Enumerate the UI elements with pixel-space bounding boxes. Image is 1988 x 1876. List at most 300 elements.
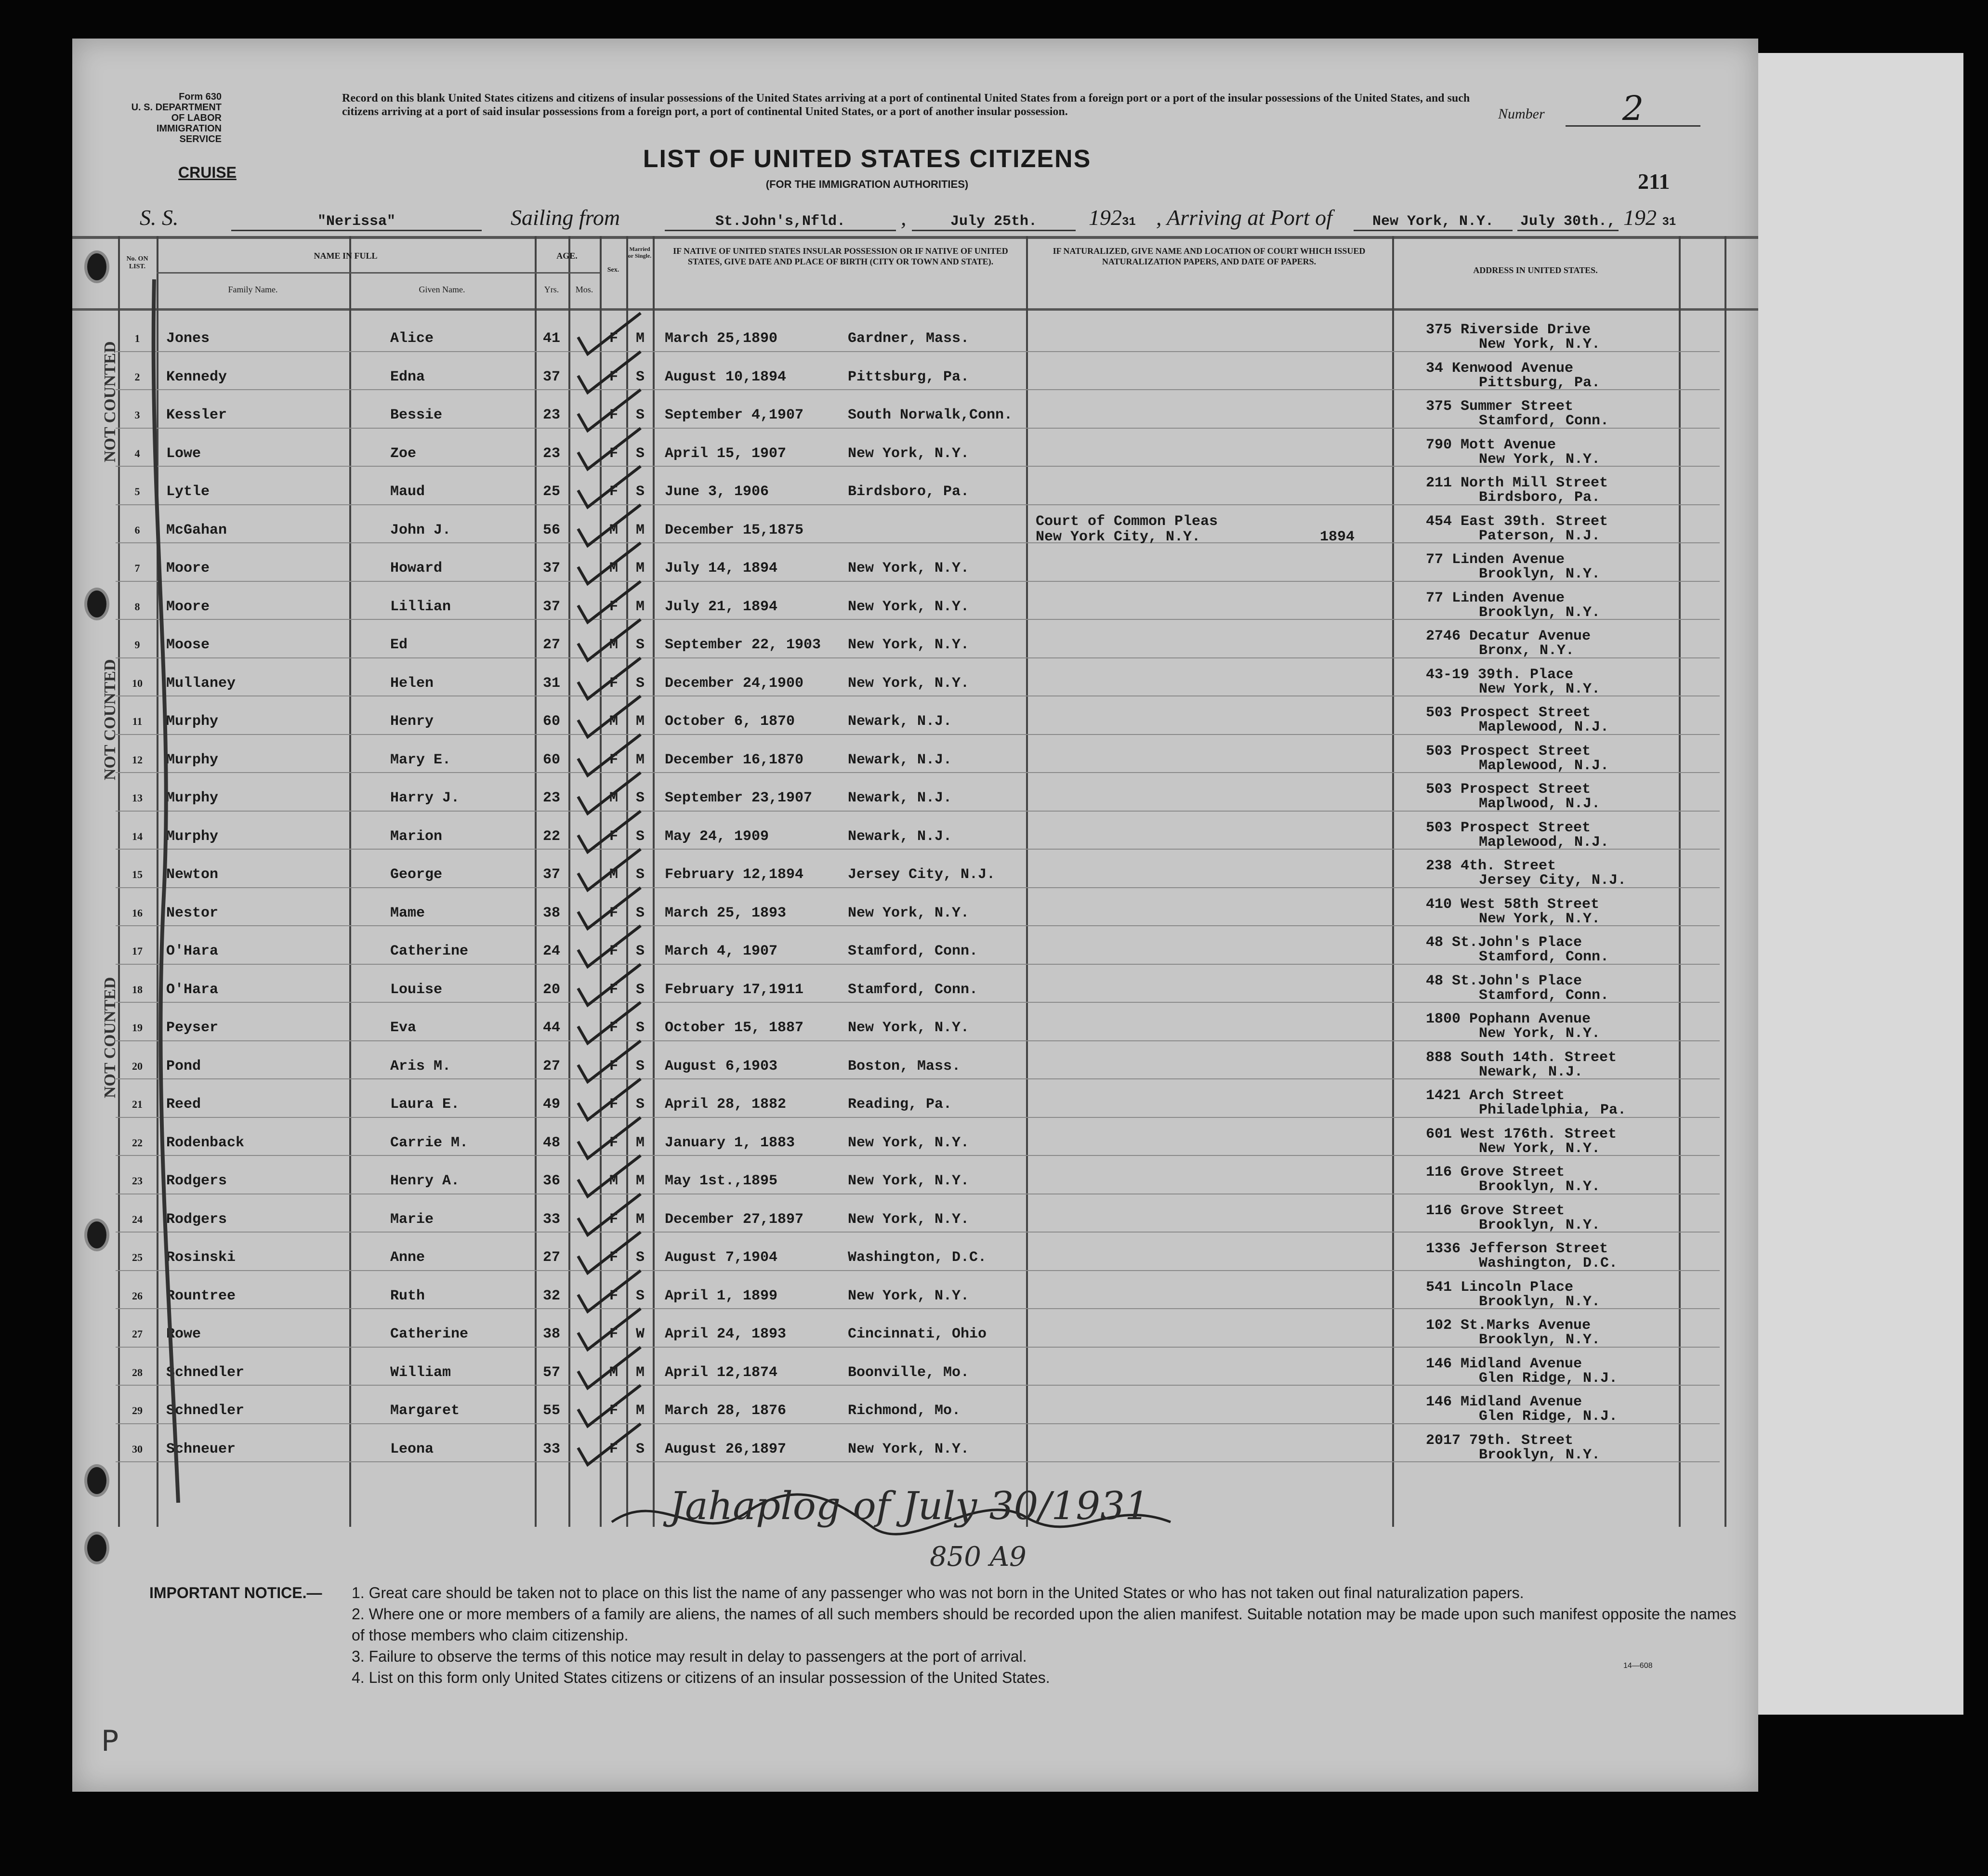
header-bottom-rule [72, 308, 1758, 311]
age-years: 31 [542, 675, 560, 692]
address-line-1: 601 West 176th. Street [1426, 1126, 1617, 1142]
birth-place: New York, N.Y. [848, 905, 970, 921]
address-line-1: 503 Prospect Street [1426, 781, 1591, 798]
family-name: Moore [166, 598, 210, 615]
notice-item-4: 4. List on this form only United States citizens or citizens of an insular possession of the United States. [352, 1669, 1050, 1686]
age-years: 23 [542, 407, 560, 423]
address-line-2: Jersey City, N.J. [1479, 872, 1627, 889]
sex: F [609, 1058, 618, 1075]
address-line-2: Newark, N.J. [1479, 1063, 1583, 1080]
passenger-table [72, 236, 1758, 1527]
department: U. S. DEPARTMENT OF LABOR [131, 102, 222, 123]
age-years: 44 [542, 1020, 560, 1036]
address-line-2: Pittsburg, Pa. [1479, 374, 1601, 391]
sex: F [609, 1403, 618, 1419]
birth-place: New York, N.Y. [848, 560, 970, 577]
marital-status: S [635, 445, 645, 462]
sex: M [609, 790, 618, 806]
family-name: Lytle [166, 484, 210, 500]
notice-item-3: 3. Failure to observe the terms of this notice may result in delay to passengers at the port of arrival. [352, 1648, 1027, 1665]
birth-date: January 1, 1883 [665, 1134, 795, 1151]
given-name: Henry [390, 713, 434, 730]
sex: M [609, 1173, 618, 1189]
birth-date: May 1st.,1895 [665, 1173, 778, 1189]
age-years: 25 [542, 484, 560, 500]
address-line-1: 1336 Jefferson Street [1426, 1241, 1608, 1257]
naturalization-location: New York City, N.Y. [1036, 528, 1201, 545]
col-rule [1725, 236, 1726, 1527]
family-name: Schneuer [166, 1441, 236, 1457]
col-rule [535, 236, 537, 1527]
marital-status: M [635, 1364, 645, 1381]
given-name: Catherine [390, 1326, 469, 1342]
age-years: 55 [542, 1403, 560, 1419]
birth-place: New York, N.Y. [848, 1211, 970, 1228]
birth-date: April 15, 1907 [665, 445, 787, 462]
birth-date: March 25,1890 [665, 330, 778, 347]
birth-place: Newark, N.J. [848, 828, 952, 845]
marital-status: S [635, 484, 645, 500]
birth-place: Newark, N.J. [848, 790, 952, 806]
given-name: George [390, 866, 443, 883]
address-line-1: 454 East 39th. Street [1426, 513, 1608, 530]
address-line-2: Maplewood, N.J. [1479, 757, 1609, 774]
sex: F [609, 675, 618, 692]
age-years: 32 [542, 1287, 560, 1304]
birth-place: Jersey City, N.J. [848, 866, 996, 883]
marital-status: M [635, 1173, 645, 1189]
address-line-2: Glen Ridge, N.J. [1479, 1370, 1618, 1387]
given-name: Anne [390, 1249, 425, 1266]
birth-place: New York, N.Y. [848, 637, 970, 653]
sex: F [609, 330, 618, 347]
given-name: Alice [390, 330, 434, 347]
marital-status: W [635, 1326, 645, 1342]
row-number: 18 [132, 983, 143, 996]
table-top-rule [72, 236, 1758, 239]
header-married: Married or Single. [628, 246, 652, 259]
birth-place: South Norwalk,Conn. [848, 407, 1013, 423]
col-rule [1392, 236, 1394, 1527]
row-number: 16 [132, 906, 143, 919]
birth-date: December 16,1870 [665, 751, 804, 768]
row-number: 13 [132, 792, 143, 804]
form-number: Form 630 [179, 92, 222, 102]
address-line-2: Stamford, Conn. [1479, 413, 1609, 429]
sex: M [609, 560, 618, 577]
age-years: 60 [542, 713, 560, 730]
sex: F [609, 751, 618, 768]
family-name: Schnedler [166, 1403, 245, 1419]
birth-date: March 4, 1907 [665, 943, 778, 959]
service: IMMIGRATION SERVICE [156, 123, 222, 144]
binder-hole [84, 1464, 109, 1497]
family-name: McGahan [166, 522, 227, 538]
arrive-date-field [1517, 205, 1619, 231]
header-address: ADDRESS IN UNITED STATES. [1473, 265, 1598, 275]
given-name: John J. [390, 522, 451, 538]
row-number: 14 [132, 830, 143, 842]
row-number: 30 [132, 1443, 143, 1455]
sex: F [609, 1211, 618, 1228]
sex: F [609, 1249, 618, 1266]
arrive-date: July 30th., [1517, 213, 1619, 231]
address-line-1: 116 Grove Street [1426, 1202, 1565, 1219]
marital-status: S [635, 637, 645, 653]
address-line-2: Philadelphia, Pa. [1479, 1102, 1627, 1118]
birth-place: Gardner, Mass. [848, 330, 970, 347]
address-line-1: 888 South 14th. Street [1426, 1049, 1617, 1066]
header-no: No. ON LIST. [126, 255, 148, 270]
sex: F [609, 368, 618, 385]
address-line-1: 77 Linden Avenue [1426, 551, 1565, 568]
year-suffix-1: 31 [1122, 216, 1136, 229]
address-line-1: 102 St.Marks Avenue [1426, 1317, 1591, 1334]
birth-place: New York, N.Y. [848, 1287, 970, 1304]
birth-place: New York, N.Y. [848, 675, 970, 692]
marital-status: S [635, 368, 645, 385]
birth-date: June 3, 1906 [665, 484, 769, 500]
age-years: 27 [542, 1249, 560, 1266]
signature-sub: 850 A9 [930, 1541, 1027, 1573]
sex: F [609, 1134, 618, 1151]
row-number: 28 [132, 1366, 143, 1378]
address-line-2: New York, N.Y. [1479, 1140, 1601, 1157]
birth-place: Pittsburg, Pa. [848, 368, 970, 385]
address-line-2: Maplwood, N.J. [1479, 796, 1601, 812]
marital-status: M [635, 330, 645, 347]
row-number: 24 [132, 1213, 143, 1225]
family-name: Mullaney [166, 675, 236, 692]
header-yrs: Yrs. [544, 285, 559, 294]
marital-status: M [635, 1134, 645, 1151]
age-years: 23 [542, 445, 560, 462]
arriving-label: , Arriving at Port of [1156, 205, 1332, 230]
row-number: 29 [132, 1404, 143, 1417]
age-years: 37 [542, 560, 560, 577]
given-name: Maud [390, 484, 425, 500]
birth-date: February 17,1911 [665, 981, 804, 998]
age-years: 23 [542, 790, 560, 806]
margin-mark-p: P [101, 1724, 119, 1758]
address-line-1: 211 North Mill Street [1426, 475, 1608, 491]
form-code: 14—608 [1623, 1662, 1653, 1670]
row-number: 23 [132, 1175, 143, 1187]
header-family-name: Family Name. [228, 285, 278, 294]
given-name: Harry J. [390, 790, 460, 806]
birth-place: Boston, Mass. [848, 1058, 961, 1075]
family-name: O'Hara [166, 943, 219, 959]
year-2 [1623, 205, 1676, 230]
address-line-2: New York, N.Y. [1479, 681, 1601, 697]
birth-date: March 28, 1876 [665, 1403, 787, 1419]
marital-status: S [635, 943, 645, 959]
family-name: Newton [166, 866, 219, 883]
year-1 [1089, 205, 1136, 230]
given-name: Carrie M. [390, 1134, 469, 1151]
header-given-name: Given Name. [419, 285, 465, 294]
age-years: 60 [542, 751, 560, 768]
address-line-1: 790 Mott Avenue [1426, 436, 1556, 453]
address-line-1: 34 Kenwood Avenue [1426, 360, 1574, 377]
row-number: 15 [132, 868, 143, 880]
sex: M [609, 866, 618, 883]
birth-place: Stamford, Conn. [848, 943, 978, 959]
address-line-2: New York, N.Y. [1479, 910, 1601, 927]
family-name: O'Hara [166, 981, 219, 998]
sex: M [609, 1364, 618, 1381]
row-number: 21 [132, 1098, 143, 1110]
given-name: Laura E. [390, 1096, 460, 1113]
address-line-1: 2017 79th. Street [1426, 1432, 1574, 1449]
birth-date: December 15,1875 [665, 522, 804, 538]
sex: F [609, 1020, 618, 1036]
header-age: AGE. [556, 251, 578, 261]
birth-date: December 24,1900 [665, 675, 804, 692]
birth-date: December 27,1897 [665, 1211, 804, 1228]
ship-name: "Nerissa" [231, 213, 482, 231]
age-years: 49 [542, 1096, 560, 1113]
address-line-1: 541 Lincoln Place [1426, 1279, 1574, 1296]
sex: M [609, 522, 618, 538]
document-page [72, 39, 1758, 1792]
sailing-label: Sailing from [511, 205, 620, 230]
address-line-2: Maplewood, N.J. [1479, 719, 1609, 735]
given-name: Ed [390, 637, 408, 653]
sex: F [609, 1441, 618, 1457]
row-number: 22 [132, 1136, 143, 1149]
row-number: 2 [134, 370, 140, 383]
family-name: Jones [166, 330, 210, 347]
address-line-2: New York, N.Y. [1479, 336, 1601, 353]
row-number: 9 [134, 639, 140, 651]
address-line-2: Paterson, N.J. [1479, 527, 1601, 544]
header-birth: IF NATIVE OF UNITED STATES INSULAR POSSESSION OR IF NATIVE OF UNITED STATES, GIVE DATE AND PLACE OF BIRTH (CITY OR TOWN AND STATE). [673, 246, 1008, 266]
age-years: 24 [542, 943, 560, 959]
age-years: 33 [542, 1211, 560, 1228]
sex: F [609, 407, 618, 423]
address-line-1: 503 Prospect Street [1426, 705, 1591, 721]
sex: F [609, 981, 618, 998]
family-name: Moore [166, 560, 210, 577]
row-number: 4 [134, 447, 140, 459]
address-line-1: 375 Riverside Drive [1426, 322, 1591, 338]
age-years: 56 [542, 522, 560, 538]
row-number: 19 [132, 1022, 143, 1034]
row-number: 7 [134, 562, 140, 574]
family-name: Rodgers [166, 1173, 227, 1189]
row-number: 20 [132, 1060, 143, 1072]
notice-item-1: 1. Great care should be taken not to place on this list the name of any passenger who was not born in the United States or who has not taken out final naturalization papers. [352, 1584, 1524, 1601]
binder-hole [84, 1532, 109, 1564]
birth-date: August 7,1904 [665, 1249, 778, 1266]
birth-date: August 6,1903 [665, 1058, 778, 1075]
given-name: Marie [390, 1211, 434, 1228]
address-line-1: 410 West 58th Street [1426, 896, 1600, 913]
given-name: Leona [390, 1441, 434, 1457]
family-name: Murphy [166, 828, 219, 845]
given-name: Henry A. [390, 1173, 460, 1189]
family-name: Rodgers [166, 1211, 227, 1228]
given-name: Margaret [390, 1403, 460, 1419]
depart-date: July 25th. [912, 213, 1076, 231]
birth-place: Stamford, Conn. [848, 981, 978, 998]
address-line-1: 146 Midland Avenue [1426, 1394, 1582, 1410]
form-header-block [125, 92, 222, 144]
ship-name-field [231, 205, 482, 231]
birth-place: New York, N.Y. [848, 1441, 970, 1457]
age-years: 57 [542, 1364, 560, 1381]
age-years: 38 [542, 1326, 560, 1342]
family-name: Murphy [166, 790, 219, 806]
address-line-2: New York, N.Y. [1479, 451, 1601, 468]
sex: F [609, 445, 618, 462]
marital-status: S [635, 1096, 645, 1113]
marital-status: S [635, 1058, 645, 1075]
marital-status: M [635, 713, 645, 730]
family-name: Lowe [166, 445, 201, 462]
family-name: Schnedler [166, 1364, 245, 1381]
family-name: Kennedy [166, 368, 227, 385]
birth-date: March 25, 1893 [665, 905, 787, 921]
address-line-1: 375 Summer Street [1426, 398, 1574, 415]
family-name: Rosinski [166, 1249, 236, 1266]
birth-date: April 24, 1893 [665, 1326, 787, 1342]
address-line-2: Brooklyn, N.Y. [1479, 604, 1601, 621]
margin-bracket-line [120, 270, 197, 1512]
marital-status: M [635, 1211, 645, 1228]
age-years: 41 [542, 330, 560, 347]
birth-date: August 26,1897 [665, 1441, 787, 1457]
address-line-2: Brooklyn, N.Y. [1479, 1217, 1601, 1233]
address-line-1: 116 Grove Street [1426, 1164, 1565, 1181]
address-line-2: Brooklyn, N.Y. [1479, 1179, 1601, 1195]
binder-hole [84, 1219, 109, 1251]
birth-date: May 24, 1909 [665, 828, 769, 845]
col-rule [349, 236, 351, 1527]
row-number: 3 [134, 409, 140, 421]
margin-note-not-counted-1: NOT COUNTED [101, 341, 119, 462]
birth-date: October 15, 1887 [665, 1020, 804, 1036]
birth-date: April 12,1874 [665, 1364, 778, 1381]
depart-date-field: , July 25th. [901, 205, 1076, 231]
sheet-number: 211 [1638, 169, 1670, 194]
given-name: Bessie [390, 407, 443, 423]
naturalization-year: 1894 [1320, 528, 1355, 545]
marital-status: S [635, 905, 645, 921]
address-line-1: 2746 Decatur Avenue [1426, 628, 1591, 644]
header-mos: Mos. [575, 285, 593, 294]
address-line-2: Stamford, Conn. [1479, 949, 1609, 965]
address-line-1: 48 St.John's Place [1426, 972, 1582, 989]
age-years: 27 [542, 637, 560, 653]
family-name: Murphy [166, 751, 219, 768]
cruise-label: CRUISE [178, 164, 237, 181]
marital-status: S [635, 790, 645, 806]
address-line-1: 503 Prospect Street [1426, 819, 1591, 836]
marital-status: S [635, 407, 645, 423]
family-name: Nestor [166, 905, 219, 921]
signature-text: Jahaplog of July 30/1931 [670, 1483, 1149, 1528]
age-years: 33 [542, 1441, 560, 1457]
ss-label: S. S. [140, 205, 179, 230]
sex: F [609, 943, 618, 959]
binder-hole [84, 588, 109, 620]
address-line-2: Maplewood, N.J. [1479, 834, 1609, 851]
family-name: Moose [166, 637, 210, 653]
address-line-2: Bronx, N.Y. [1479, 643, 1575, 659]
birth-date: April 1, 1899 [665, 1287, 778, 1304]
row-number: 27 [132, 1328, 143, 1340]
address-line-1: 503 Prospect Street [1426, 743, 1591, 760]
family-name: Rountree [166, 1287, 236, 1304]
address-line-1: 43-19 39th. Place [1426, 666, 1574, 683]
port-to: New York, N.Y. [1354, 213, 1513, 231]
sex: M [609, 637, 618, 653]
marital-status: S [635, 1249, 645, 1266]
sex: F [609, 1287, 618, 1304]
given-name: Edna [390, 368, 425, 385]
marital-status: S [635, 866, 645, 883]
sex: F [609, 905, 618, 921]
col-rule [568, 236, 570, 1527]
notice-lead: IMPORTANT NOTICE.— [149, 1584, 322, 1601]
marital-status: M [635, 522, 645, 538]
year-prefix-1: 192 [1089, 205, 1122, 230]
port-from: St.John's,Nfld. [665, 213, 896, 231]
address-line-1: 1421 Arch Street [1426, 1088, 1565, 1104]
form-instructions: Record on this blank United States citizens and citizens of insular possessions of the United States arriving at a port of continental United States from a foreign port or a port of the insular possessions of the United States, and such citizens arriving at a port of said insular possessions from a foreign port, a port of continental United States, or a port of another insular possession. [342, 92, 1470, 118]
birth-place: Reading, Pa. [848, 1096, 952, 1113]
marital-status: S [635, 828, 645, 845]
birth-place: New York, N.Y. [848, 445, 970, 462]
family-name: Peyser [166, 1020, 219, 1036]
inspector-signature [602, 1469, 1180, 1594]
address-line-2: Birdsboro, Pa. [1479, 489, 1601, 506]
birth-place: New York, N.Y. [848, 1173, 970, 1189]
family-name: Rodenback [166, 1134, 245, 1151]
given-name: Catherine [390, 943, 469, 959]
birth-place: Cincinnati, Ohio [848, 1326, 987, 1342]
given-name: Howard [390, 560, 443, 577]
birth-date: July 14, 1894 [665, 560, 778, 577]
address-line-2: New York, N.Y. [1479, 1025, 1601, 1042]
address-line-1: 146 Midland Avenue [1426, 1355, 1582, 1372]
row-number: 6 [134, 524, 140, 536]
col-rule [653, 236, 655, 1527]
sex: F [609, 1326, 618, 1342]
given-name: Zoe [390, 445, 417, 462]
header-name-in-full: NAME IN FULL [314, 251, 378, 261]
birth-place: Boonville, Mo. [848, 1364, 970, 1381]
given-name: Aris M. [390, 1058, 451, 1075]
marital-status: M [635, 751, 645, 768]
birth-place: Newark, N.J. [848, 751, 952, 768]
name-subheader-rule [157, 272, 535, 274]
marital-status: M [635, 560, 645, 577]
family-name: Kessler [166, 407, 227, 423]
address-line-1: 77 Linden Avenue [1426, 590, 1565, 606]
age-years: 36 [542, 1173, 560, 1189]
number-value: 2 [1566, 92, 1700, 127]
birth-place: New York, N.Y. [848, 598, 970, 615]
marital-status: S [635, 1020, 645, 1036]
birth-place: New York, N.Y. [848, 1020, 970, 1036]
birth-date: February 12,1894 [665, 866, 804, 883]
check-mark [573, 1421, 645, 1469]
marital-status: S [635, 1441, 645, 1457]
age-years: 48 [542, 1134, 560, 1151]
